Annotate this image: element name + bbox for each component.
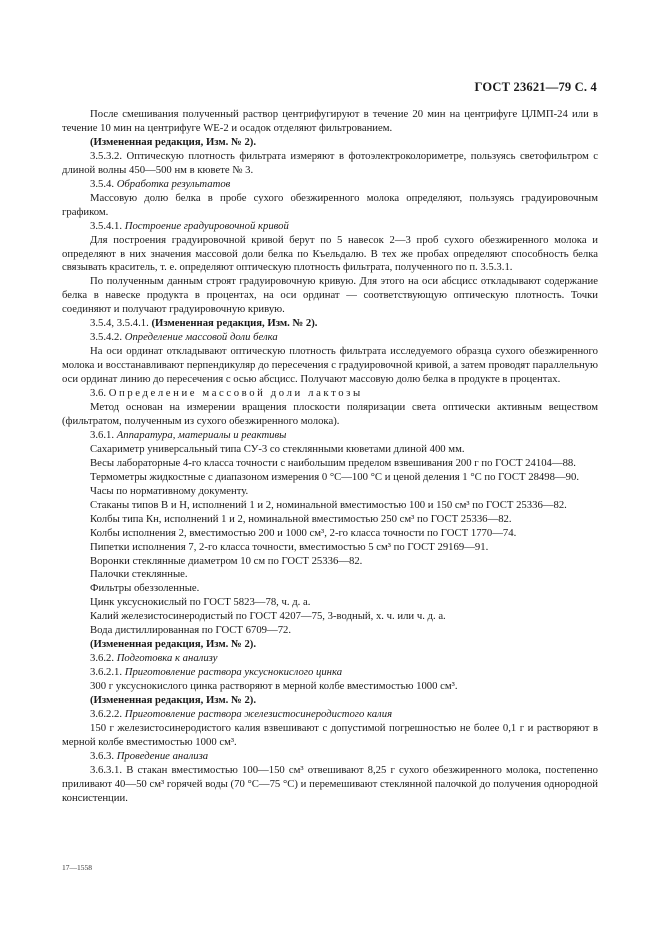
paragraph bbox=[62, 666, 598, 680]
paragraph-text: Термометры жидкостные с диапазоном измерения 0 °С—100 °С и ценой деления 1 °С по ГОСТ 28498—90. bbox=[90, 470, 579, 483]
paragraph bbox=[62, 764, 598, 806]
paragraph-heading: Подготовка к анализу bbox=[116, 652, 218, 665]
paragraph-text: На оси ординат откладывают оптическую плотность фильтрата исследуемого образца сухого обезжиренного молока и восстанавливают перпендикуляр до пересечения с градуировочной кривой, а затем проводят параллельную оси ординат линию до пересечения с осью абсцисс. Получают массовую долю белка в продукте в процентах. bbox=[62, 345, 598, 386]
paragraph-text: 300 г уксуснокислого цинка растворяют в мерной колбе вместимостью 1000 см³. bbox=[90, 680, 458, 693]
paragraph-heading: Определение массовой доли белка bbox=[124, 331, 278, 344]
paragraph-text: 3.6.3. bbox=[90, 749, 117, 762]
paragraph-text: Пипетки исполнения 7, 2-го класса точности, вместимостью 5 см³ по ГОСТ 29169—91. bbox=[90, 540, 489, 553]
paragraph bbox=[62, 317, 598, 331]
paragraph-text: 3.6.1. bbox=[90, 428, 117, 441]
paragraph-text: Сахариметр универсальный типа СУ-3 со стеклянными кюветами длиной 400 мм. bbox=[90, 442, 465, 455]
paragraph-text: 3.5.4.2. bbox=[90, 331, 125, 344]
paragraph bbox=[62, 652, 598, 666]
paragraph bbox=[62, 387, 598, 401]
paragraph bbox=[62, 527, 598, 541]
page-header: ГОСТ 23621—79 С. 4 bbox=[474, 80, 597, 94]
paragraph bbox=[62, 443, 598, 457]
paragraph-text: По полученным данным строят градуировочную кривую. Для этого на оси абсцисс откладывают содержание белка в навеске продукта в процентах, на оси ординат — соответствующую оптическую плотность. Точки соединяют и получают градуировочную кривую. bbox=[62, 275, 598, 316]
paragraph-text: Вода дистиллированная по ГОСТ 6709—72. bbox=[90, 624, 292, 637]
paragraph-text: Массовую долю белка в пробе сухого обезжиренного молока определяют, пользуясь градуировочным графиком. bbox=[62, 191, 598, 218]
paragraph-text: 3.6.2.1. bbox=[90, 666, 125, 679]
paragraph bbox=[62, 610, 598, 624]
paragraph-text: (Измененная редакция, Изм. № 2). bbox=[90, 638, 257, 651]
paragraph bbox=[62, 513, 598, 527]
paragraph-heading: Обработка результатов bbox=[116, 177, 231, 190]
paragraph bbox=[62, 596, 598, 610]
paragraph-text: Воронки стеклянные диаметром 10 см по ГОСТ 25336—82. bbox=[90, 554, 363, 567]
paragraph bbox=[62, 694, 598, 708]
paragraph bbox=[62, 401, 598, 429]
paragraph bbox=[62, 192, 598, 220]
paragraph-text: Стаканы типов В и Н, исполнений 1 и 2, номинальной вместимостью 100 и 150 см³ по ГОСТ 25336—82. bbox=[90, 498, 567, 511]
paragraph bbox=[62, 234, 598, 276]
paragraph bbox=[62, 136, 598, 150]
paragraph bbox=[62, 708, 598, 722]
paragraph-text: Для построения градуировочной кривой берут по 5 навесок 2—3 проб сухого обезжиренного молока и определяют в них значения массовой доли белка по Къельдалю. В тех же пробах определяют способность белка связывать краситель, т. е. определяют оптическую плотность фильтрата, полученного по п. 3.5.3.1. bbox=[62, 233, 598, 274]
paragraph bbox=[62, 429, 598, 443]
paragraph-text: 3.5.4.1. bbox=[90, 219, 125, 232]
paragraph bbox=[62, 331, 598, 345]
paragraph-text: Палочки стеклянные. bbox=[90, 568, 188, 581]
paragraph-text: 3.6.2. bbox=[90, 652, 117, 665]
paragraph bbox=[62, 457, 598, 471]
paragraph bbox=[62, 108, 598, 136]
paragraph-heading: Приготовление раствора уксуснокислого цинка bbox=[124, 666, 343, 679]
paragraph bbox=[62, 638, 598, 652]
paragraph bbox=[62, 220, 598, 234]
paragraph bbox=[62, 680, 598, 694]
paragraph-heading: Проведение анализа bbox=[116, 749, 209, 762]
paragraph-text: (Измененная редакция, Изм. № 2). bbox=[90, 694, 257, 707]
paragraph-heading: Построение градуировочной кривой bbox=[124, 219, 289, 232]
paragraph-text: После смешивания полученный раствор центрифугируют в течение 20 мин на центрифуге ЦЛМП-24 или в течение 10 мин на центрифуге WE-2 и осадок отделяют фильтрованием. bbox=[62, 108, 598, 134]
paragraph-text: 3.5.4. bbox=[90, 177, 117, 190]
paragraph-text: Фильтры обеззоленные. bbox=[90, 582, 200, 595]
paragraph bbox=[62, 582, 598, 596]
paragraph bbox=[62, 750, 598, 764]
paragraph-heading: Аппаратура, материалы и реактивы bbox=[116, 428, 287, 441]
document-body bbox=[62, 108, 598, 806]
paragraph-text: Колбы исполнения 2, вместимостью 200 и 1000 см³, 2-го класса точности по ГОСТ 1770—74. bbox=[90, 526, 517, 539]
paragraph bbox=[62, 150, 598, 178]
paragraph-text: Метод основан на измерении вращения плоскости поляризации света оптически активным веществом (фильтратом, полученным из сухого обезжиренного молока). bbox=[62, 401, 598, 427]
paragraph-text: Часы по нормативному документу. bbox=[90, 484, 249, 497]
paragraph bbox=[62, 499, 598, 513]
paragraph-text: 3.6.3.1. В стакан вместимостью 100—150 см³ отвешивают 8,25 г сухого обезжиренного молока, постепенно приливают 40—50 см³ горячей воды (70 °С—75 °С) и перемешивают стеклянной палочкой до получения однородной консистенции. bbox=[62, 763, 598, 804]
paragraph-heading: (Измененная редакция, Изм. № 2). bbox=[151, 317, 318, 330]
paragraph-text: 3.5.3.2. Оптическую плотность фильтрата измеряют в фотоэлектроколориметре, пользуясь светофильтром с длиной волны 450—500 нм в кювете № 3. bbox=[62, 149, 598, 176]
paragraph-text: 3.6. bbox=[90, 387, 109, 400]
paragraph bbox=[62, 624, 598, 638]
paragraph-heading: Определение массовой доли лактозы bbox=[108, 387, 363, 400]
paragraph bbox=[62, 722, 598, 750]
paragraph bbox=[62, 485, 598, 499]
paragraph bbox=[62, 275, 598, 317]
paragraph-text: 150 г железистосинеродистого калия взвешивают с допустимой погрешностью не более 0,1 г и растворяют в мерной колбе вместимостью 1000 см³. bbox=[62, 721, 598, 748]
paragraph-text: Весы лабораторные 4-го класса точности с наибольшим пределом взвешивания 200 г по ГОСТ 24104—88. bbox=[90, 456, 576, 469]
paragraph bbox=[62, 568, 598, 582]
paragraph bbox=[62, 345, 598, 387]
paragraph bbox=[62, 555, 598, 569]
paragraph-text: Цинк уксуснокислый по ГОСТ 5823—78, ч. д. а. bbox=[90, 596, 311, 609]
page-footer-code: 17—1558 bbox=[62, 863, 92, 872]
paragraph bbox=[62, 471, 598, 485]
paragraph-text: 3.5.4, 3.5.4.1. bbox=[90, 317, 152, 330]
paragraph bbox=[62, 541, 598, 555]
paragraph-text: Калий железистосинеродистый по ГОСТ 4207—75, 3-водный, х. ч. или ч. д. а. bbox=[90, 610, 446, 623]
paragraph-heading: Приготовление раствора железистосинеродистого калия bbox=[124, 707, 393, 720]
paragraph bbox=[62, 178, 598, 192]
paragraph-text: (Измененная редакция, Изм. № 2). bbox=[90, 135, 257, 148]
paragraph-text: Колбы типа Кн, исполнений 1 и 2, номинальной вместимостью 250 см³ по ГОСТ 25336—82. bbox=[90, 512, 512, 525]
paragraph-text: 3.6.2.2. bbox=[90, 707, 125, 720]
